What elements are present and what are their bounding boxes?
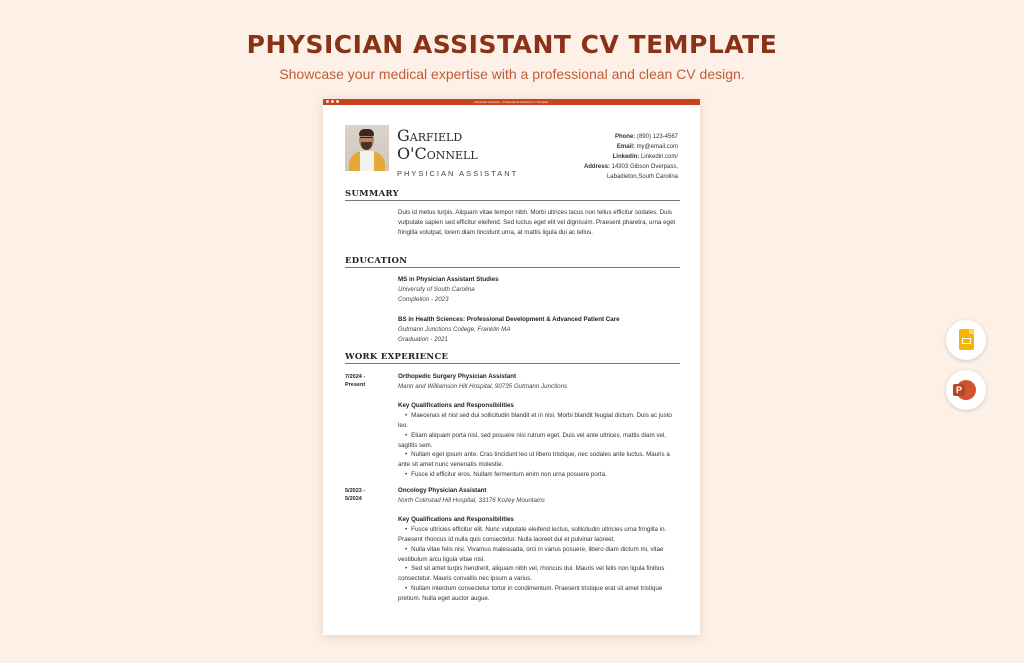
address-line2: Labadieton,South Carolina [606, 174, 678, 180]
experience-place: Mann and Williamson Hill Hospital, 90735 Gutmann Junctions [398, 382, 568, 390]
experience-bullets [398, 525, 678, 603]
education-degree: MS in Physician Assistant Studies [398, 276, 499, 283]
list-item: • Fusce ultricies efficitur elit. Nunc vulputate eleifend lectus, sollicitudin ultricies urna fringilla in. Praesent rhoncus id nulla quis consectetur. Nulla laoreet dui et pulvinar laoreet. [398, 525, 678, 545]
list-item: • Nullam interdum consectetur tortor in condimentum. Praesent tristique erat sit amet tristique pretium. Nulla eget auctor augue. [398, 584, 678, 604]
list-item: • Maecenas et nisl sed dui sollicitudin blandit et in nisi. Morbi blandit feugiat dictum. Duis ac justo leo. [398, 411, 678, 431]
window-title: Physician Assistant - Professional Medical CV Template [474, 100, 549, 104]
address-label: Address: [583, 164, 610, 170]
email-value: my@email.com [636, 144, 678, 150]
list-item: • Nulla vitae felis nisi. Vivamus malesuada, orci in varius posuere, libero diam dictum mi, vitae vestibulum arcu ligula vitae nisi. [398, 545, 678, 565]
experience-entry [398, 372, 678, 480]
address-line1: 14303 Gibson Overpass, [611, 164, 678, 170]
email-label: Email: [616, 144, 635, 150]
linkedin-value: Linkedin.com/ [640, 154, 678, 160]
education-date: Graduation - 2021 [398, 335, 448, 343]
powerpoint-letter: P [953, 384, 965, 396]
list-item: • Sed sit amet turpis hendrerit, aliquam nibh vel, rhoncus dui. Mauris vel felis non ligula finibus consectetur. Mauris convallis nec ipsum a varius. [398, 564, 678, 584]
experience-date-start: 5/2023 - [345, 488, 366, 494]
experience-entry [398, 486, 678, 604]
cv-role: PHYSICIAN ASSISTANT [397, 169, 519, 178]
education-school: Gutmann Junctions College, Franklin MA [398, 325, 511, 333]
experience-date-start: 7/2024 - [345, 374, 366, 380]
phone-label: Phone: [614, 134, 636, 140]
cv-name [397, 127, 478, 163]
experience-heading: WORK EXPERIENCE [345, 352, 680, 364]
list-item: • Nullam eget ipsum ante. Cras tincidunt leo ut libero tristique, nec sodales ante luctus. Mauris a ante sit amet nunc venenatis molestie. [398, 450, 678, 470]
linkedin-label: Linkedin: [612, 154, 640, 160]
window-title-bar [323, 99, 700, 105]
experience-dates [345, 487, 385, 503]
phone-value: (890) 123-4567 [636, 134, 678, 140]
powerpoint-icon[interactable] [946, 370, 986, 410]
cv-name-line1: Garfield [397, 126, 463, 145]
google-slides-icon[interactable] [946, 320, 986, 360]
education-heading: EDUCATION [345, 256, 680, 268]
page-subtitle: Showcase your medical expertise with a professional and clean CV design. [279, 66, 745, 82]
list-item: • Fusce id efficitur eros. Nullam fermentum enim non urna posuere porta. [398, 470, 678, 480]
list-item: • Etiam aliquam porta nisl, sed posuere nisi rutrum eget. Duis vel ante ultrices, mattis diam vel, sagittis sem. [398, 431, 678, 451]
experience-kq-heading: Key Qualifications and Responsibilities [398, 516, 514, 524]
experience-title: Orthopedic Surgery Physician Assistant [398, 373, 517, 380]
experience-title: Oncology Physician Assistant [398, 487, 487, 494]
education-degree: BS in Health Sciences: Professional Development & Advanced Patient Care [398, 316, 620, 323]
education-entry [398, 315, 678, 344]
cv-preview-window[interactable] [323, 99, 700, 635]
experience-kq-heading: Key Qualifications and Responsibilities [398, 402, 514, 410]
contact-block [584, 132, 678, 182]
education-date: Completion - 2023 [398, 295, 449, 303]
education-entry [398, 275, 678, 304]
education-school: University of South Carolina [398, 285, 475, 293]
summary-text: Duis id metus turpis. Aliquam vitae tempor nibh. Morbi ultrices lacus non tellus efficitur sodales. Duis vulputate sapien sed efficitur eleifend. Sed luctus eget elit vel dignissim. Praesent pharetra, urna eget fringilla volutpat, lorem diam tincidunt urna, at mattis ligula dui ac tellus. [398, 209, 676, 236]
profile-photo [345, 125, 389, 171]
experience-dates [345, 373, 385, 389]
experience-date-end: Present [345, 382, 366, 388]
experience-place: North Colinstad Hill Hospital, 33176 Kozey Mountains [398, 496, 545, 504]
experience-date-end: 5/2024 [345, 496, 362, 502]
experience-bullets [398, 411, 678, 480]
page-title: PHYSICIAN ASSISTANT CV TEMPLATE [246, 30, 778, 59]
summary-heading: SUMMARY [345, 189, 680, 201]
cv-name-line2: O'Connell [397, 144, 478, 163]
